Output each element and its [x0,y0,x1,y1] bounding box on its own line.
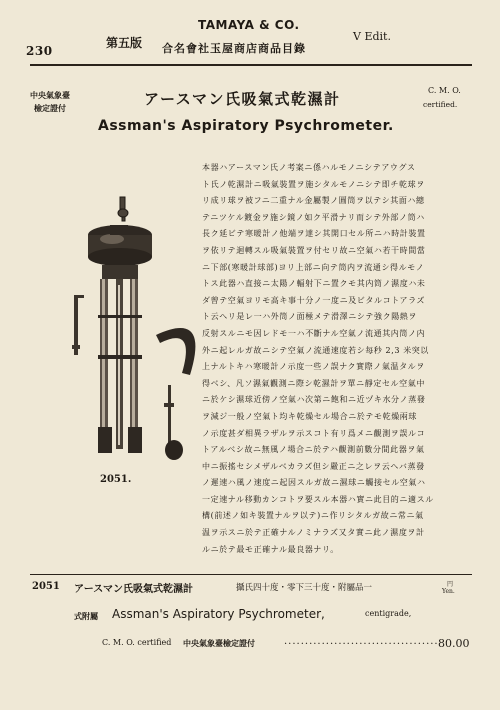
description-line: トアルベシ故ニ無風ノ場合ニ於テハ觀測前數分間此器ヲ氣 [202,445,425,455]
description-line: 中ニ振搖セシメザルベカラズ但シ嚴正ニ之レヲ云ヘバ蒸發 [202,461,425,471]
description-line: 長ク延ビテ寒暖計ノ他端ヲ達シ其開口セル所ニハ時計裝置 [202,229,426,239]
description-text [202,160,470,558]
edition-label-jp: 第五版 [106,36,143,50]
certification-note-jp [30,89,70,115]
figure-caption: 2051. [100,474,132,485]
protective-shield [156,328,195,375]
item-certification-en: C. M. O. certified [102,638,172,647]
side-bracket [72,295,84,355]
catalog-title: 合名會社玉屋商店商品目錄 [162,42,306,55]
page-number: 230 [26,44,53,58]
clockwork-fan-housing [88,225,152,266]
description-line: テニツケル鍍金ヲ施シ鏡ノ如ク平滑ナリ而シテ外部ノ筒ハ [202,212,425,222]
product-title-jp: アースマン氏吸氣式乾濕計 [144,90,341,108]
description-line: ヲ減ジ一般ノ空氣ト均キ乾燥セル場合ニ於テモ乾燥兩球 [202,411,417,421]
currency-unit-en: Yen. [442,588,455,595]
description-line: 得ベシ、凡ソ濕氣觀測ニ際シ乾濕計ヲ單ニ靜定セル空氣中 [202,378,425,388]
description-line: 本器ハアースマン氏ノ考案ニ係ハルモノニシテアウグス [202,163,416,172]
certification-note-en-line2: certified. [423,100,458,109]
product-title-en: Assman's Aspiratory Psychrometer. [98,118,394,134]
wick-tube-with-bulb [164,385,183,460]
description-line: 温ヲ示スニ於テ正確ナルノミナラズ又タ實ニ此ノ濕度ヲ計 [202,528,425,538]
price-list-rule [30,574,472,575]
description-line: リ成リ球ヲ被フニ二重ナル金屬製ノ圓筒ヲ以テシ其面ハ總 [202,196,425,206]
item-certification-jp: 中央氣象臺檢定證付 [183,638,255,648]
description-line: ト云ヘリ是レ一ハ外筒ノ面極メテ滑澤ニシテ強ク陽熱ヲ [202,312,417,322]
description-line: 一定速ナル移動カンコトヲ要スル本器ハ實ニ此目的ニ適スル [202,494,434,504]
item-name-en: Assman's Aspiratory Psychrometer, [112,607,325,621]
psychrometer-illustration [60,195,210,480]
currency-unit-jp: 円 [447,581,454,588]
description-line: ト氏ノ乾濕計ニ吸氣裝置ヲ施シタルモノニシテ即チ乾球ヲ [202,179,425,189]
certification-note-line1: 中央氣象臺 [30,90,70,100]
description-line: ノ示度甚ダ相異ラザルヲ示スコト有リ爲メニ觀測ヲ誤ルコ [202,428,426,438]
description-line: ニ下部(寒暖計球部)ヨリ上部ニ向テ筒内ヲ流通シ得ルモノ [202,262,425,272]
item-grade: centigrade, [365,609,412,618]
description-line: 構(前述ノ如キ裝置ナルヲ以テ)ニ作リシタルガ故ニ常ニ氣 [202,511,424,521]
header-rule [30,64,472,66]
description-line: 反射スルニモ因レドモ一ハ不斷ナル空氣ノ流通其内筒ノ内 [202,328,426,338]
certification-note-en-line1: C. M. O. [428,86,461,95]
winding-key-icon [118,197,128,221]
description-line: ダ曾テ空氣ヨリモ高キ事十分ノ一度ニ及ビタルコトアラズ [202,295,426,305]
edition-label-en: V Edit. [353,30,391,43]
description-line: 上ナルトキハ寒暖計ノ示度一些ノ誤ナク實際ノ氣温タルヲ [202,362,425,372]
description-line: ニ於ケシ濕球近傍ノ空氣ハ次第ニ飽和ニ近ヅキ水分ノ蒸發 [202,395,426,405]
thermometer-tubes [98,265,142,453]
price-leader-dots: ..................................... [284,636,439,647]
item-price: 80.00 [438,637,470,650]
company-name: TAMAYA & CO. [198,18,300,32]
description-line: 外ニ起レルガ故ニシテ空氣ノ流通速度若シ每秒 2,3 米突以 [202,345,430,355]
description-line: トス此器ハ直接ニ太陽ノ輻射下ニ置クモ其内筒ノ濕度ハ未 [202,279,426,289]
description-line: ルニ於テ最モ正確ナル最良器ナリ。 [202,544,339,554]
description-line: ノ遲速ハ風ノ速度ニ起因スルガ故ニ濕球ニ觸接セル空氣ハ [202,478,426,488]
description-line: ヲ依リテ迴轉スル吸氣裝置ヲ付セリ故ニ空氣ハ若干時間當 [202,245,426,255]
certification-note-line2: 檢定證付 [34,103,66,113]
item-name-jp: アースマン氏吸氣式乾濕計 [74,584,193,595]
item-spec: 攝氏四十度・零下三十度・附屬品一 [236,583,373,593]
item-attachment: 式附屬 [74,611,98,621]
item-number: 2051 [32,581,60,592]
